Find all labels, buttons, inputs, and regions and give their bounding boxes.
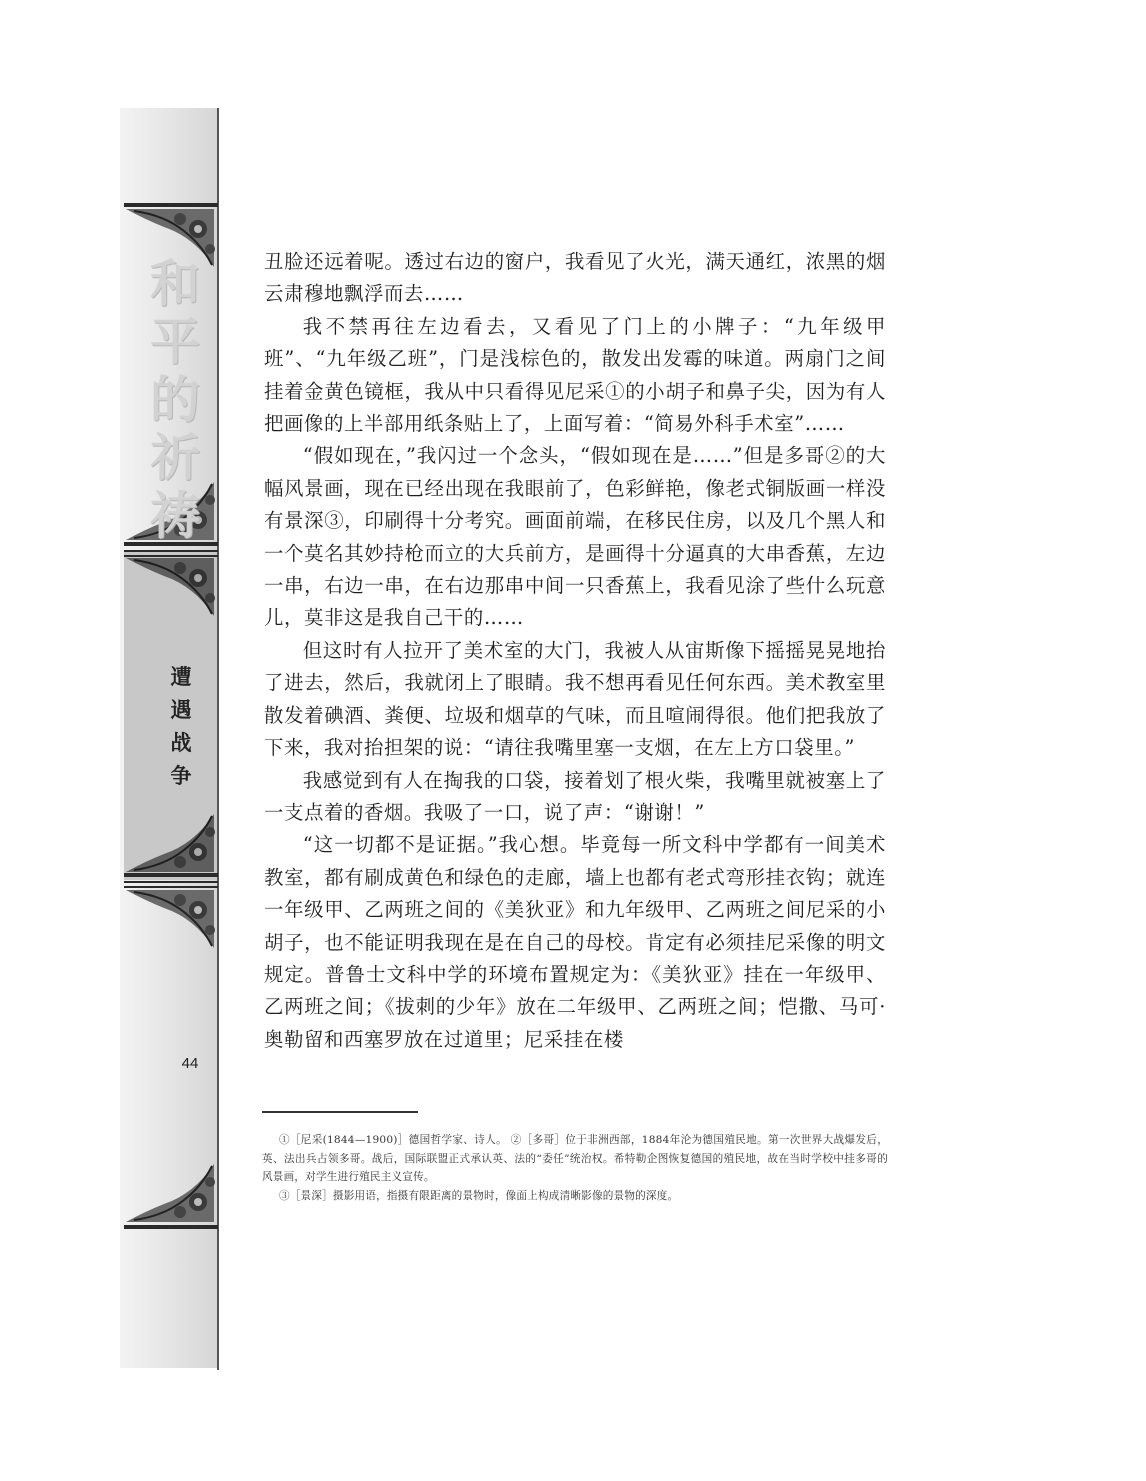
section-title-char: 遇 bbox=[170, 697, 192, 722]
ornament-corner-icon bbox=[124, 1160, 216, 1224]
ornament-corner-icon bbox=[124, 556, 216, 620]
book-title bbox=[140, 255, 210, 545]
footnote: ③［景深］摄影用语，指摄有限距离的景物时，像面上构成清晰影像的景物的深度。 bbox=[278, 1189, 679, 1202]
footnote-divider bbox=[262, 1111, 418, 1113]
ornament-corner-icon bbox=[124, 888, 216, 952]
book-title-char: 祷 bbox=[150, 486, 200, 545]
section-title-char: 战 bbox=[170, 730, 192, 755]
margin-rule bbox=[217, 108, 219, 1370]
paragraph: “这一切都不是证据。”我心想。毕竟每一所文科中学都有一间美术教室，都有刷成黄色和绿色的走廊，墙上也都有老式弯形挂衣钩；就连一年级甲、乙两班之间的《美狄亚》和九年级甲、乙两班之间尼采的小胡子，也不能证明我现在是在自己的母校。肯定有必须挂尼采像的明文规定。普鲁士文科中学的环境布置规定为：《美狄亚》挂在一年级甲、乙两班之间；《拔刺的少年》放在二年级甲、乙两班之间；恺撒、马可·奥勒留和西塞罗放在过道里；尼采挂在楼 bbox=[264, 833, 886, 1051]
footnote: ①［尼采(1844—1900)］德国哲学家、诗人。 ②［多哥］位于非洲西部，1884年沦为德国殖民地。第一次世界大战爆发后，英、法出兵占领多哥。战后，国际联盟正式承认英、法的“委任”统治权。希特勒企图恢复德国的殖民地，故在当时学校中挂多哥的风景画，对学生进行殖民主义宣传。 bbox=[262, 1134, 888, 1184]
page-number: 44 bbox=[181, 1055, 199, 1072]
paragraph: 丑脸还远着呢。透过右边的窗户，我看见了火光，满天通红，浓黑的烟云肃穆地飘浮而去…… bbox=[264, 250, 886, 306]
paragraph: “假如现在，”我闪过一个念头，“假如现在是……”但是多哥②的大幅风景画，现在已经出现在我眼前了，色彩鲜艳，像老式铜版画一样没有景深③，印刷得十分考究。画面前端，在移民住房，以及几个黑人和一个莫名其妙持枪而立的大兵前方，是画得十分逼真的大串香蕉，左边一串，右边一串，在右边那串中间一只香蕉上，我看见涂了些什么玩意儿，莫非这是我自己干的…… bbox=[264, 444, 886, 630]
ornament-corner-icon bbox=[124, 810, 216, 874]
section-title bbox=[157, 660, 205, 792]
ornament-bar-5 bbox=[124, 881, 218, 883]
paragraph: 我感觉到有人在掏我的口袋，接着划了根火柴，我嘴里就被塞上了一支点着的香烟。我吸了一口，说了声：“谢谢！” bbox=[264, 768, 886, 824]
paragraph: 但这时有人拉开了美术室的大门，我被人从宙斯像下摇摇晃晃地抬了进去，然后，我就闭上了眼睛。我不想再看见任何东西。美术教室里散发着碘酒、粪便、垃圾和烟草的气味，而且喧闹得很。他们把我放了下来，我对抬担架的说：“请往我嘴里塞一支烟，在左上方口袋里。” bbox=[264, 638, 886, 760]
paragraph: 我不禁再往左边看去，又看见了门上的小牌子：“九年级甲班”、“九年级乙班”，门是浅棕色的，散发出发霉的味道。两扇门之间挂着金黄色镜框，我从中只看得见尼采①的小胡子和鼻子尖，因为有人把画像的上半部用纸条贴上了，上面写着：“简易外科手术室”…… bbox=[264, 314, 886, 436]
ornament-bar-3 bbox=[124, 550, 218, 552]
body-text bbox=[264, 246, 886, 1056]
ornament-bar-bottom bbox=[124, 1225, 218, 1229]
book-title-char: 平 bbox=[150, 312, 200, 371]
book-title-char: 的 bbox=[150, 370, 200, 429]
book-title-char: 和 bbox=[150, 254, 200, 313]
section-title-char: 争 bbox=[170, 763, 192, 788]
section-title-char: 遭 bbox=[170, 664, 192, 689]
book-title-char: 祈 bbox=[150, 428, 200, 487]
footnotes bbox=[262, 1131, 888, 1205]
